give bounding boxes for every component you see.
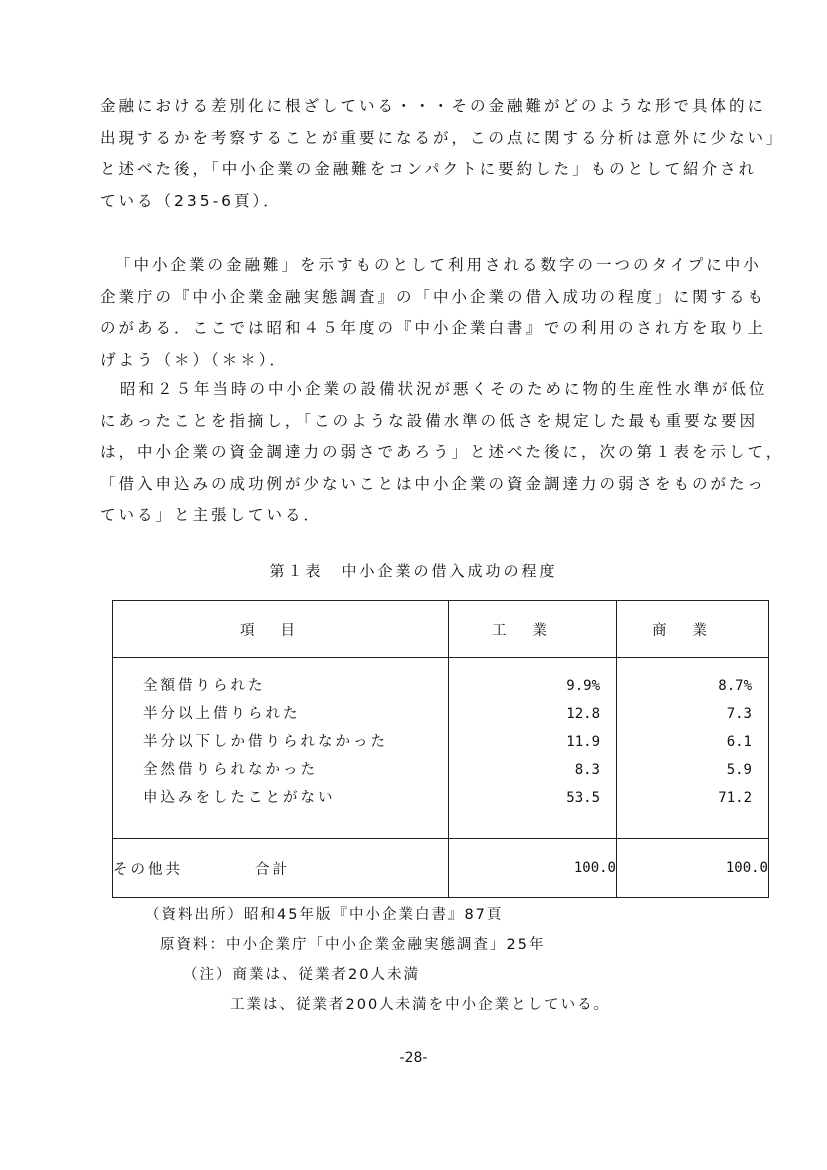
footnote: （注）商業は、従業者20人未満: [183, 967, 420, 983]
footnote-continued: 工業は、従業者200人未満を中小企業としている。: [230, 997, 611, 1013]
text-line: 昭和２５年当時の中小企業の設備状況が悪くそのために物的生産性水準が低位: [120, 380, 768, 398]
industry-value: 12.8: [566, 706, 600, 722]
industry-value: 53.5: [566, 790, 600, 806]
text-line: ている（235-6頁）．: [100, 191, 282, 210]
header-item: 項目: [113, 601, 449, 658]
commerce-value: 5.9: [726, 762, 752, 778]
commerce-value: 71.2: [718, 790, 752, 806]
industry-value: 8.3: [574, 762, 600, 778]
text-line: 「中小企業の金融難」を示すものとして利用される数字の一つのタイプに中小: [115, 256, 762, 274]
row-item: 全然借りられなかった: [143, 762, 318, 778]
paragraph-2: [100, 250, 780, 376]
industry-value: 9.9%: [566, 678, 600, 694]
total-label-right: 合計: [255, 861, 290, 878]
commerce-value: 8.7%: [718, 678, 752, 694]
page-number: -28-: [399, 1050, 428, 1066]
row-item: 全額借りられた: [143, 678, 266, 694]
text-line: げよう（＊）（＊＊）．: [100, 350, 289, 369]
text-line: ている」と主張している．: [100, 506, 323, 524]
table-header-row: [113, 601, 769, 658]
total-industry: 100.0: [449, 839, 617, 898]
text-line: 「借入申込みの成功例が少ないことは中小企業の資金調達力の弱さをものがたっ: [100, 474, 767, 493]
text-line: にあったことを指摘し，「このような設備水準の低さを規定した最も重要な要因: [100, 411, 759, 430]
row-item: 半分以上借りられた: [143, 706, 301, 722]
text-line: 企業庁の『中小企業金融実態調査』の「中小企業の借入成功の程度」に関するも: [100, 287, 767, 306]
commerce-column: [617, 658, 769, 839]
table-total-row: [113, 839, 769, 898]
text-line: のがある．ここでは昭和４５年度の『中小企業白書』での利用のされ方を取り上: [100, 319, 767, 337]
text-line: と述べた後，「中小企業の金融難をコンパクトに要約した」ものとして紹介され: [100, 160, 758, 178]
paragraph-3: [100, 374, 785, 532]
total-label-left: その他共: [113, 861, 183, 878]
paragraph-1: [100, 91, 785, 217]
commerce-value: 7.3: [726, 706, 752, 722]
table-body-row: [113, 658, 769, 839]
source-note: （資料出所）昭和45年版『中小企業白書』87頁: [145, 907, 504, 923]
original-source-note: 原資料：中小企業庁「中小企業金融実態調査」25年: [160, 937, 546, 953]
industry-column: [449, 658, 617, 839]
header-commerce: 商業: [617, 601, 769, 658]
header-industry: 工業: [449, 601, 617, 658]
row-item: 半分以下しか借りられなかった: [143, 734, 388, 750]
industry-value: 11.9: [566, 734, 600, 750]
item-column: [113, 658, 449, 839]
text-line: は，中小企業の資金調達力の弱さであろう」と述べた後に，次の第１表を示して，: [100, 443, 785, 461]
row-item: 申込みをしたことがない: [143, 790, 336, 806]
table-title: 第１表 中小企業の借入成功の程度: [269, 562, 558, 580]
commerce-value: 6.1: [726, 734, 752, 750]
total-commerce: 100.0: [617, 839, 769, 898]
text-line: 出現するかを考察することが重要になるが，この点に関する分析は意外に少ない」: [100, 128, 785, 147]
total-label: [113, 839, 449, 898]
loan-success-table: [112, 600, 769, 898]
text-line: 金融における差別化に根ざしている・・・その金融難がどのような形で具体的に: [100, 97, 767, 115]
